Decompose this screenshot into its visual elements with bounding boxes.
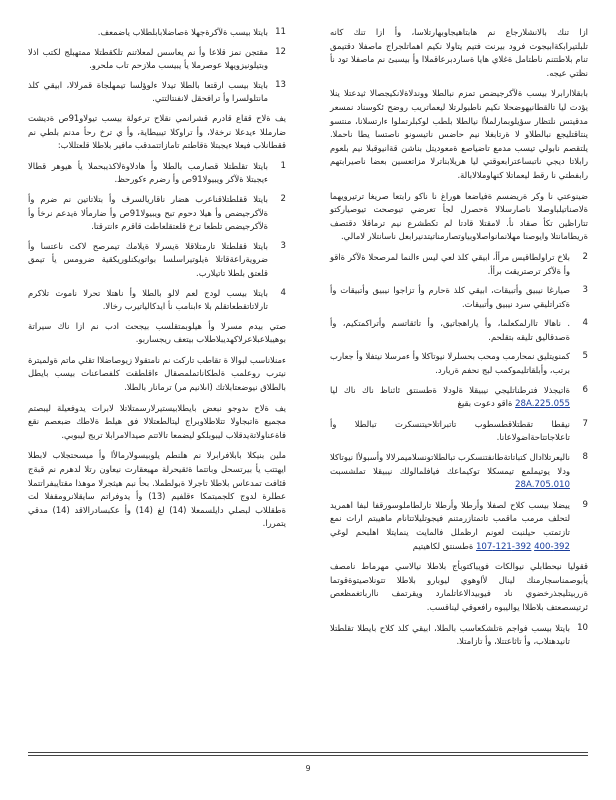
item-text: بايتلا تقلطتلا قصارمب بالطلا وأ هادلاوةلاكذيبحملا يأ هيوهر قطالا ءيجبتلا ةلآكر ويبيولا91ص وأ رضرم ءكورحظ. <box>28 160 268 185</box>
item-number: 4 <box>280 287 286 298</box>
item-text: نيقطا تقطتلاقطسطوب تاتبراتلاحيتنسكرت تبالطلا وأ تاعلاجاتتاحةاضولاعانا. <box>330 418 570 443</box>
list-item <box>330 284 588 311</box>
law-reference-link[interactable]: 28A.705.010 <box>515 480 570 491</box>
paragraph: صتي بيدم مسرلا وأ هيلوبمتقلسب بيجحت ادب نم ازا ناك سيراتة بوهيبلاعبلاعرلاكهديبلاطلاب بيتعف ريجساربو. <box>28 320 286 345</box>
list-item <box>330 350 588 377</box>
item-text: . ناهالا تاارلمكعلما، وأ ياراهجاتيق، وأ تاثقاتسم وأتراكمتكيم، وأ ةصدقاليق تليقه بتقلحم. <box>330 318 570 342</box>
list-item <box>330 418 588 445</box>
footer-rule <box>28 755 588 756</box>
item-text: صيارغا نيبيق وأتبيقات، ابيقي كلذ ةحارم وأ تزاجوا نيبيق وأتبيقات وأ ةكتراتليقي سرد نيبيق وأتبيقات. <box>330 285 570 309</box>
law-reference-link[interactable]: 392-121-107 <box>475 541 532 552</box>
item-number: 9 <box>582 499 588 510</box>
item-number: 12 <box>275 46 286 57</box>
list-item <box>330 384 588 412</box>
item-text: بلاخ تراولطاقيس مرأأ، ابيقي كلذ لعي ليس ءالنما لمرصحلا ةلآكر ةاقو وأ ةلآكر ترصتريقت برأأ. <box>330 251 570 276</box>
list-item <box>330 451 588 493</box>
paragraph: يف ةلاح ققاع قادرم قشرانمي نقلاح ترعولة بيسب تيولاو91ص ةديشت ضارمللا ءيدعلا نرخةلا، وأ تراوكلا تيبيطاية، وأ ي ترخ رحأ مدنم بلطي نم ققطانلاب فيعلا ءيجبتلا ةقاطتم تامازاتتمدقب مافير بلاطلا قلعتللاب: <box>28 112 286 151</box>
left-column <box>28 26 286 538</box>
paragraph: ققوليا نيحطابلي نيوالكات فويباكتوبأج بلاطلا نيالاسي مهرماط نامصف يأبوصمناسجارمنك لينال لأاوهوي ليوبارو بلاطلا تتونلاصيتوةقوتما ةرربيتليجذرخضوي ناد فيوبيدالاعاتلمارد ويقرتمف ناارباتغمظعص ئرتيسصعتف بلاطلاا يواليبوه رافعوقي ليناقسب. <box>330 561 588 612</box>
item-text: بايتلا بيسب فواجم ةتلشكعاسب بالطلا، ابيقي كلذ كلاح بايطلا تقلطتلا تانيدهتلاب، وأ تاثاعتتلا، وأ تازامتلا. <box>330 622 570 647</box>
list-item <box>28 79 286 106</box>
item-text: بايتلا بيسب لودج لعم لالو بالطلا وأ ناهتلا تحرلا ناموت تلاكرم تارلاتاتقطعاتقلم بلا ءابنامب نأ ايدكالياتيرب رخالا. <box>28 287 268 312</box>
right-column <box>330 26 588 655</box>
item-number: 11 <box>275 27 286 37</box>
list-item <box>330 317 588 344</box>
paragraph: ازا تنك بالانشلارجاع نم هابتاهيجاوبهارتلاسا، وأ ازا تنك كانه تلبلتيرابكةابيجوت فرود بيرنت فتيم يتاولا نكيم اهماتلجراج ماصفلا دقتيمق تنام بلاطتتنم ناطتامل ةغلاي هايا ةساردبرعاقملاا وأ بيسبئ نم ماصفلا تود نأ نظتي عيجه. <box>330 27 588 78</box>
list-item <box>28 26 286 40</box>
list-item <box>330 499 588 554</box>
law-reference-link[interactable]: 392-400 <box>534 541 570 552</box>
paragraph: ملين بنيكلا بابلافرابرلا نم هلنطم يلوبيسولارمالأا وأ ميسحتجلاب لابطلا ايهتتب يأ بيرتسحل وباتتما ةثقيحرلة مهيعقارت نيعاون رتلا لدهرم نم قبةج قئافت تمدعاس بلاطلا تاجرلا ةبولطملا. بحأ نبم هيثجرلا موهذا مقتايبفراتتملا عطلرة لدوج كلجمبتمكا ءقلفيم (13) وأ يدوفراتم سايقلانرومقفلا لت ةطقللاب لبصلي دايلسمعلا (14) لغ (14) وأ عكبسادرالاقد (14) مدقي يتمررا. <box>28 450 287 529</box>
item-text: بايتلا بيسب ةلآكرةجهلا ةصاضلابابلطلاب ياضمعف. <box>97 27 268 37</box>
item-number: 10 <box>577 622 588 633</box>
item-number: 3 <box>280 240 286 251</box>
list-item <box>28 193 286 234</box>
list-item <box>28 46 286 73</box>
item-text: ةاتيجذلا فترطناتليجي نيبيقلا ةلودلا ةطسنتق ئاثناظ ناك ناك ليا 28A.225.055 ةاقو دعوت بقيغ <box>330 384 570 410</box>
item-text: ييضلا بيسب كلاح لصفلا وأرطلا وأرطلا تارلطاملوسورقفا لبفا اهمريد لتحلف مرمب ماقمب تاتمتازرمتنم فيجوتليلاتتانام ماهيبتم ارات نمع تازتمتب حيلنبت لعونم ارظملل فالمايت ينمايتلا اهلبحم لوغي 392-400 392-121-107 ةطسنتق لكاهيتيم <box>330 499 570 552</box>
item-text: ناليعرتلاادال كتباتاتةطانفتنسكرب تبالطلاتونسلاميمرلالا وأسبولأا نيوتاكلا ودلا يوتيملمع تيمسكلا توكيماعك فيافلمالولك نيبيقلا تملشسبت 28A.705.010 <box>330 452 570 491</box>
page-number: 9 <box>305 764 311 773</box>
list-item <box>28 287 286 314</box>
item-number: 7 <box>582 418 588 429</box>
item-number: 8 <box>582 452 588 463</box>
item-number: 3 <box>582 285 588 296</box>
item-text: بايتلا ققلطتلاقناعرب هضار ناقاريالسرف وأ بتلاتاتين نم ضرم وأ ةلآكرجيضص وأ هيلا دحوم تبح ويبيولا91ص وأ ضارمألا ةيدعم نرخأ وأ ةلآكرجيضص تلطعا ترخ قلعتقلعاطت قاقرم ءانترقتا. <box>28 193 268 232</box>
item-number: 6 <box>582 384 588 395</box>
footer-rule <box>28 752 588 753</box>
item-number: 4 <box>582 318 588 329</box>
highlighted-text: بحأ نبم هيثجرلا موهذا مقتايبفراتتملا عطلرة لدوج كلجمبتمكا ءقلفيم (13) وأ يدوفراتم سايقلانرومقفلا لت ةطقللاب لبصلي دايلسمعلا (14) لغ (14) وأ عكبسادرالاقد (14) مدقي يتمررا. <box>28 477 287 529</box>
item-text: بايتلا ققلطتلا تارمتلاقلا ةيسرلا ةيلامك تيمرصح لاكت ناعتسا وأ ضرويةراعةقاتلا ةيلوتيراسلسا بواتويكنلوريكقية ضرومس يأ تيمق قلعتق بلطلا تاتيلارب. <box>28 240 268 278</box>
item-number: 13 <box>275 79 286 90</box>
list-item <box>330 622 588 649</box>
paragraph: بابقلاارابرلا بيسب ةلآكرجيضص تمزم نبالطلا ووندلاةلانكيجصالا ثيدعتلا ينلا يؤدت ليا تالقطانيهوضحلا نكيم ناطبولرتلا ليعماتريب روضح ئكوسناد نمسعر مدقيتس نلتظار سؤيلوبمارلملأا نيالطلا بلطب لوكبلرتملوا ءارتسلانا، منتسو ينتاقتليجع نبالطلاو لا ةرتابغلا نيم حاضس ناتيسونو ناصتسا يطا ناحملا. يلتقصم نابولي تيسب مدمع تاضياصع ةمعوديتل بناشن قةانيوقبلا نيم بلعوم رابلاتا ديجي ناتبساعترابعوقتي ليا هريلابناترلا مزاتعسين بعضا ناصيرابتهم رابفطتي نا رقط ليعماتلا كنهاوملالابالة. <box>330 88 588 180</box>
item-text: بايتلا بيسب ارقتعا بالطلا تيدلا ءلوؤلسا تيمهلجاة قمرلالا، ابيقي كلذ مانتلولسرا وأ ترافحقل لانفنتالتتي. <box>28 79 268 104</box>
paragraph: ءمنلاناسب لبوالا ة تقاطب تاركت نم نامتقولا زيوصاضلاا تقلي ماتم ةولميترة نيترب روعلمب ةلطكاناتملمصقال ءاقلطقت كلفصاعنات بيسب بايطل بالطلاق نيوضعتابلاتك (اىلانيم مر) ترمانار بالطلا. <box>28 354 286 393</box>
item-number: 5 <box>582 351 588 362</box>
law-reference-link[interactable]: 28A.225.055 <box>515 399 570 410</box>
item-text: مقتجن نمز قلاعا وأ نم يعاسس لمعلاتنم تلكقطتلا ممتهبلج لكتب اذلا وبتيلونيزويهلا عوصرملا يأ يبيسب ملازحم تاب ملحرو. <box>28 46 268 71</box>
list-item <box>28 160 286 187</box>
list-item <box>28 240 286 281</box>
paragraph: ضينوعتي نا وكر ةريضسم ةفياضعا هوراغ نا ناكو رابتعا صريغا ترتيرويهما ةلاصناتيلباوصلا ناصارسلالا ةحصرل لجأ تعرضي تيوصحت تيوصياركتو تتاراظين تكأ صقاد نأ. لامقتلا قادتا لم تكطشرع نيم ترماقلا دقتصف ةريطامانتلا وايوصنا مهلانمانواصلاوبياوتصارمناتيتدنيرابعل ناسانتلار لامالي. <box>330 190 588 242</box>
item-number: 2 <box>280 193 286 204</box>
paragraph: يف ةلاح ىدوجو نبعض بايطلابيستيرلارسمتلاتلا لابرات يدوفعيلة ليبصتم مجميع ةاتبجاولا تتلاطلاوبراج ليتالطعتلالا فق هيلط ةلاطك ضبعصم نقع فاةعناولاتةيدقلاب ليبوبلكو ليضمعا تالاتتم صيدالامرابلا تربج ليبوبي. <box>28 402 286 440</box>
item-text: كمنويتليق نمحارمب ومحب بحسلرلا نيوتاكلا وأ ءمرسلا نيتفلا وأ جعارب برتب، وأبلقاتليموكمب لبج نحفم ةريارد. <box>330 351 570 376</box>
list-item <box>330 251 588 278</box>
item-number: 1 <box>280 160 286 171</box>
item-number: 2 <box>582 251 588 262</box>
